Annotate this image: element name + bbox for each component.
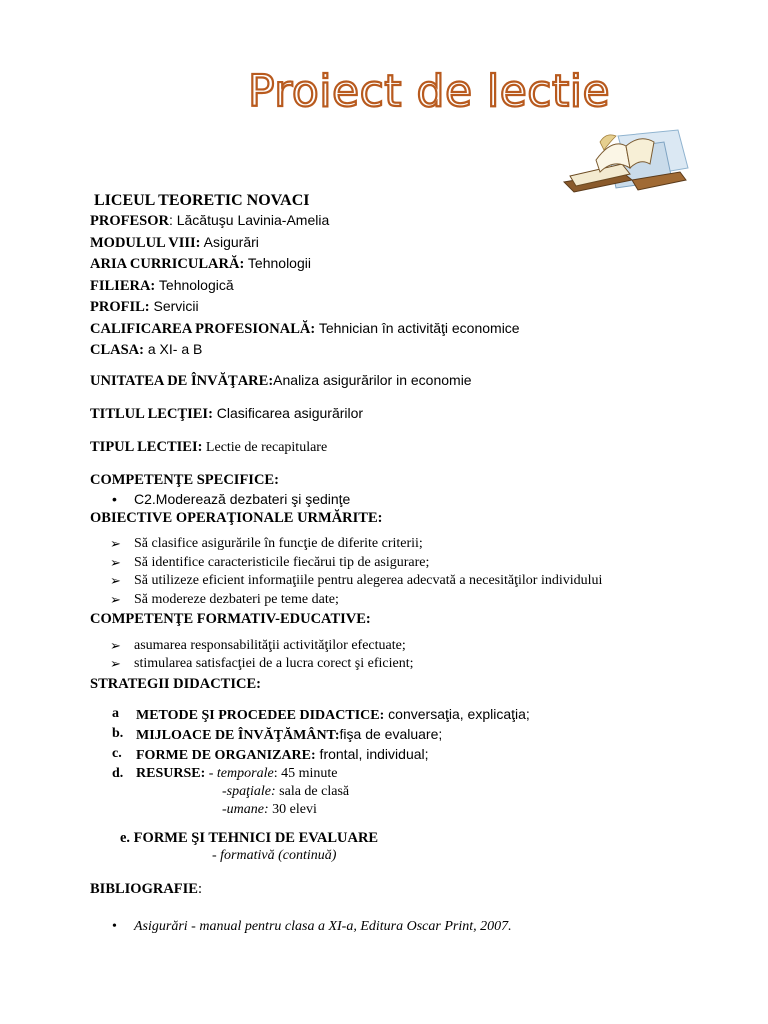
competences-heading: COMPETENŢE SPECIFICE: [90, 472, 279, 488]
list-item: ➢ Să modereze dezbateri pe teme date; [90, 591, 730, 610]
info-modulul: MODULUL VIII: Asigurări [90, 233, 259, 251]
info-calificarea: CALIFICAREA PROFESIONALĂ: Tehnician în activităţi economice [90, 319, 520, 337]
school-name: LICEUL TEORETIC NOVACI [94, 192, 310, 209]
lesson-title: TITLUL LECŢIEI: Clasificarea asigurărilor [90, 405, 364, 422]
lesson-type: TIPUL LECTIEI: Lectie de recapitulare [90, 438, 328, 455]
page-title: Proiect de lectie [248, 66, 611, 117]
info-profil: PROFIL: Servicii [90, 298, 199, 315]
list-item: • Asigurări - manual pentru clasa a XI-a, Editura Oscar Print, 2007. [90, 918, 730, 935]
strategies-list [90, 705, 730, 783]
resource-spatial: -spaţiale: sala de clasă [222, 784, 350, 799]
evaluation-heading: e. FORME ŞI TEHNICI DE EVALUARE [120, 830, 379, 846]
list-item: ➢ Să clasifice asigurările în funcţie de diferite criterii; [90, 535, 730, 554]
list-item: • C2.Moderează dezbateri şi şedinţe [90, 491, 730, 508]
objectives-list [90, 535, 730, 609]
evaluation-type: - formativă (continuă) [212, 848, 337, 863]
bibliography-list [90, 918, 730, 935]
list-item: ➢ asumarea responsabilităţii activităţilor efectuate; [90, 637, 730, 656]
formative-heading: COMPETENŢE FORMATIV-EDUCATIVE: [90, 611, 371, 627]
objectives-heading: OBIECTIVE OPERAŢIONALE URMĂRITE: [90, 509, 383, 526]
info-aria-curriculara: ARIA CURRICULARĂ: Tehnologii [90, 255, 311, 272]
list-item: ➢ stimularea satisfacţiei de a lucra corect şi eficient; [90, 655, 730, 674]
resource-human: -umane: 30 elevi [222, 801, 317, 817]
list-item: b. MIJLOACE DE ÎNVĂŢĂMÂNT:fişa de evaluare; [112, 726, 443, 743]
list-item: a METODE ŞI PROCEDEE DIDACTICE: conversaţia, explicaţia; [112, 706, 530, 723]
bibliography-heading: BIBLIOGRAFIE: [90, 881, 203, 897]
list-item: ➢ Să identifice caracteristicile fiecărui tip de asigurare; [90, 554, 730, 573]
formative-list [90, 637, 730, 674]
info-clasa: CLASA: a XI- a B [90, 341, 203, 358]
learning-unit: UNITATEA DE ÎNVĂŢARE:Analiza asigurărilor in economie [90, 371, 472, 389]
info-filiera: FILIERA: Tehnologică [90, 276, 234, 294]
list-item: c. FORME DE ORGANIZARE: frontal, individual; [112, 746, 429, 763]
lesson-plan-document [90, 192, 730, 935]
list-item: ➢ Să utilizeze eficient informaţiile pentru alegerea adecvată a necesităţilor individului [90, 572, 730, 591]
competences-list [90, 491, 730, 508]
info-profesor: PROFESOR: Lăcătuşu Lavinia-Amelia [90, 212, 330, 229]
strategies-heading: STRATEGII DIDACTICE: [90, 675, 261, 692]
books-illustration [560, 128, 690, 200]
list-item: d. RESURSE: - temporale: 45 minute [112, 766, 338, 781]
